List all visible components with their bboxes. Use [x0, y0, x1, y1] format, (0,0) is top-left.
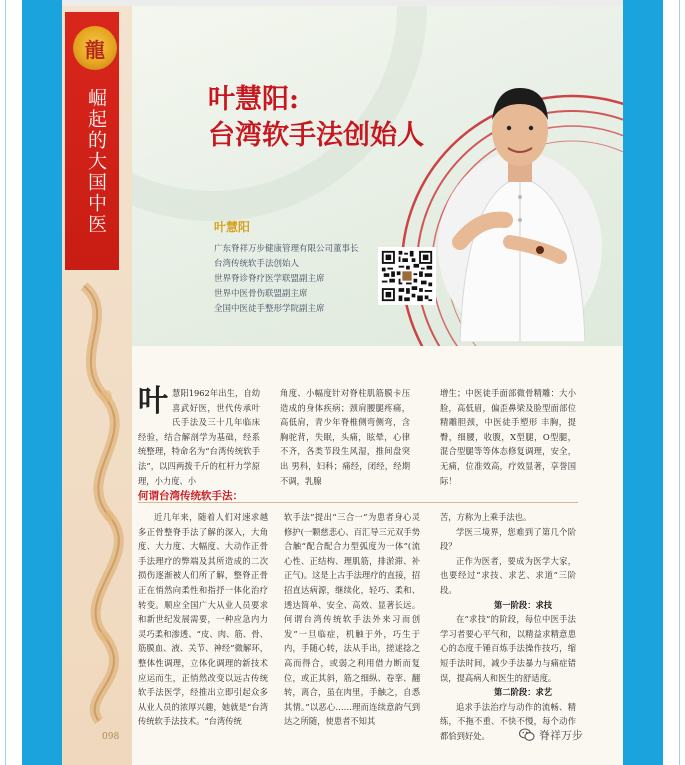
magazine-page [62, 0, 623, 765]
person-name: 叶慧阳 [214, 220, 251, 234]
side-banner-title: 崛起的大国中医 [85, 88, 107, 235]
bio-item: 世界脊诊脊疗医学联盟副主席 [214, 274, 325, 284]
portrait-illustration [420, 42, 620, 342]
hero-section [132, 6, 623, 346]
dragon-ornament-icon [64, 276, 130, 726]
badge-glyph: 龍 [85, 37, 105, 62]
intro-column-3: 增生；中医徒手面部微骨精雕：大小脸，高低眉，偏歪鼻梁及脸型面部位精雕胆颈，中医徒手塑形 丰胸，提臀，细腰，收腹，X型腿，O型腿，混合型腿等等体态修复调理，安全，无痛，位准效高，疗效显著，享誉国际！ [440, 388, 576, 486]
wechat-icon [519, 728, 535, 742]
section-heading: 何谓台湾传统软手法： [138, 490, 243, 502]
bio-item: 全国中医徒手整形学院副主席 [214, 304, 325, 314]
left-frame-bar [22, 0, 62, 765]
right-border-line [679, 0, 680, 765]
left-border-line [5, 0, 6, 765]
intro-column-2: 角度、小幅度针对脊柱肌筋膜卡压造成的身体疾病；颈肩腰腿疼痛，高低肩，青少年脊椎侧弯侧弯，含胸驼背，失眠，头痛，眩晕，心律不齐，各类节段生风湿，推间盘突出 男科，妇科；痛经，闭经，经期不调，乳腺 [280, 388, 410, 486]
title-line-2: 台湾软手法创始人 [208, 120, 424, 151]
dragon-badge-icon [73, 26, 117, 70]
stage-2-body: 追求手法治疗与动作的流畅、精练，不拖不重、不快不慢，每个动作都恰到好处。 [440, 701, 576, 741]
stage-1-heading: 第一阶段：求技 [494, 599, 553, 610]
brand-watermark [519, 727, 583, 743]
intro-column-1 [138, 386, 260, 488]
bio-item: 世界中医骨伤联盟副主席 [214, 289, 308, 299]
section-divider [138, 502, 578, 503]
column-3-question: 学医三境界，您难到了第几个阶段？ [440, 526, 576, 552]
section-column-3 [440, 510, 576, 744]
section-column-1: 近几年来，随着人们对速求越多正骨整脊手法了解的深入，大角度、大力度、大幅度、大动作正骨手法理疗的弊端及其所造成的二次损伤逐渐被人们所了解，整脊正骨正在悄然向柔性和指抒一体化治疗转变。顺应全国广大从业人员要求和新世纪发展需要，一种应急内力灵巧柔和渗透、“皮、肉、筋、骨、筋膜血、液、关节、神经”微解环，整体性调理，立体化调理的新技术应运而生，正悄然改变以远古传统软手法医学，经推出立即引起众多从业人员的浓厚兴趣，她就是“台湾传统软手法技术。“台湾传统 [138, 512, 268, 727]
bio-item: 广东脊祥万步健康管理有限公司董事长 [214, 244, 359, 254]
title-line-1: 叶慧阳: [208, 84, 299, 115]
bio-list [214, 242, 359, 317]
bio-item: 台湾传统软手法创始人 [214, 259, 300, 269]
article-title [208, 82, 424, 154]
side-banner [65, 12, 119, 270]
stage-1-body: 在“求技”的阶段，每位中医手法学习者要心平气和，以精益求精意患心的态度千锤百炼手法操作技巧，缩短手法时间，减少手法暴力与痛症错误，提高病人和医生的舒适度。 [440, 614, 576, 683]
page-number: 098 [102, 732, 120, 742]
dropcap: 叶 [138, 384, 168, 419]
column-3-paragraph: 正作为医者，要成为医学大家，也要经过“求技、求艺、求道”三阶段。 [440, 555, 576, 595]
stage-2-heading: 第二阶段：求艺 [494, 687, 553, 698]
brand-name: 脊祥万步 [539, 729, 583, 742]
decorative-column [62, 6, 132, 765]
section-column-2: 软手法”提出“三合一”为患者身心灵修护(一颗慈悲心、百汇导三元双手势合触“配合配合力型弧度为一体”(流心性、正结构、理肌筋，排淤滞、补正气)。这是上古手法理疗的直接，招招直达病源，继续化，轻巧、柔和、透达简单、安全、高效、显著长远。何谓台湾传统软手法外来习而创发”一旦临症，机触于外，巧生于内，手随心转，法从手出，搓逑捻之高而得合，或弱之利用借力断而复位，或正其斜，筋之细纵、卷挛、翻转，离合，虽在肉里，手触之，自悉其情。”以恶心……理而连续意韵气到达之所随，使患者不知其 [284, 512, 420, 727]
intro-column-1-text: 慧阳1962年出生，自幼喜武好医，世代传承叶氏手法及三十几年临床经验，结合解剖学为基础，经系统整理，特命名为“台湾传统软手法”，以四两拨千斤的杠杆力学原理，小力度、小 [138, 388, 260, 486]
right-frame-bar [623, 0, 663, 765]
column-3-lead: 苦，方称为上乘手法也。 [440, 512, 532, 522]
